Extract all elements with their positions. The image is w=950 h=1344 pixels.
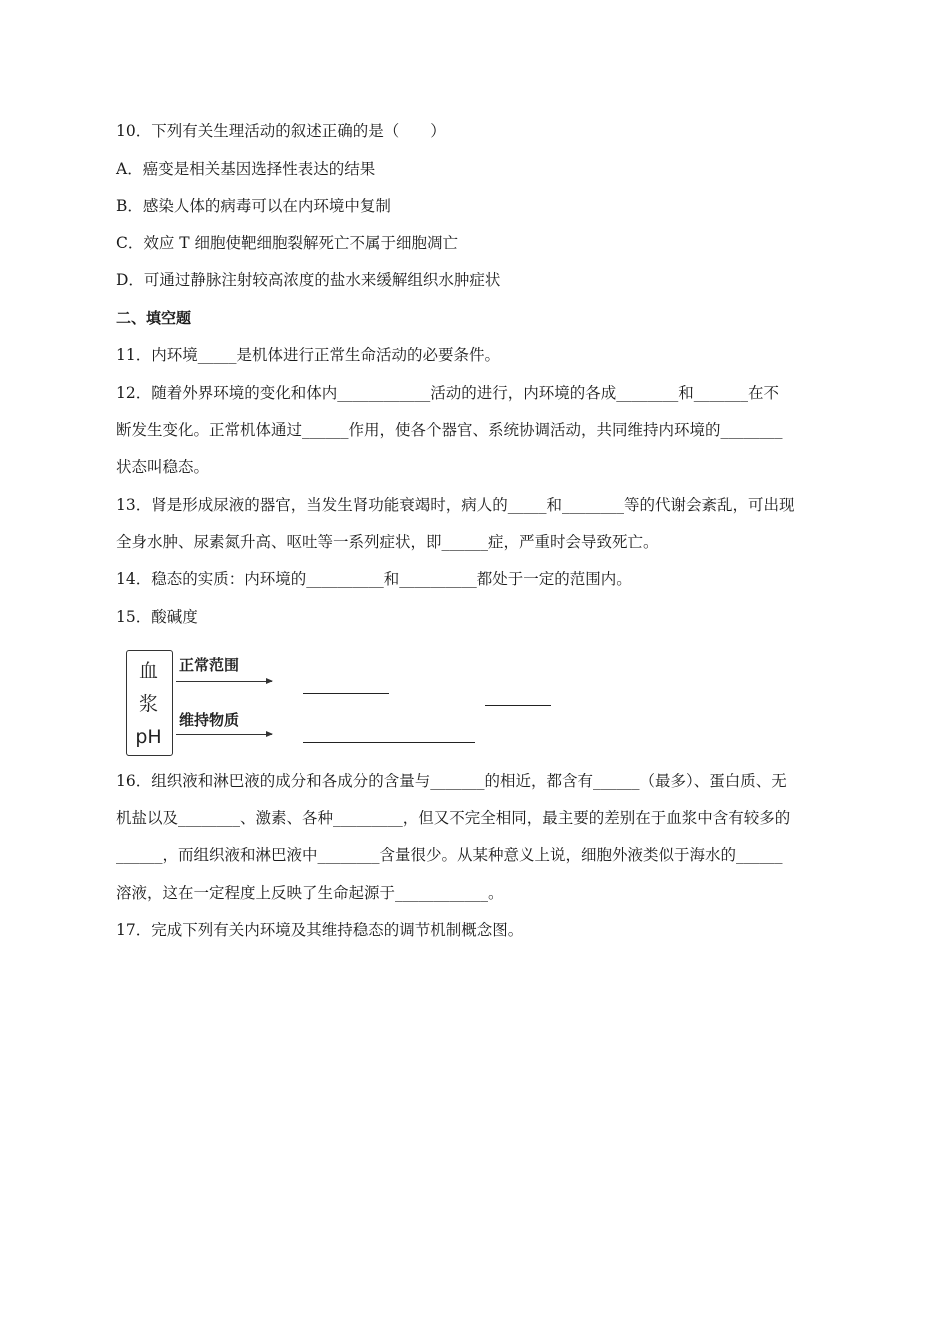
question-12-line-2: 断发生变化。正常机体通过______作用，使各个器官、系统协调活动，共同维持内环境的________ [116, 421, 783, 439]
buffer-substance-arrow-icon [176, 734, 272, 735]
question-14: 14．稳态的实质：内环境的__________和__________都处于一定的范围内。 [116, 570, 632, 588]
blood-ph-figure [126, 648, 486, 758]
question-10-option-a: A．癌变是相关基因选择性表达的结果 [116, 160, 376, 178]
normal-range-label: 正常范围 [179, 656, 240, 674]
box-char-1: 血 [138, 660, 158, 682]
question-12-line-1: 12．随着外界环境的变化和体内____________活动的进行，内环境的各成________和_______在不 [116, 384, 779, 402]
question-16-line-3: ______，而组织液和淋巴液中________含量很少。从某种意义上说，细胞外液类似于海水的______ [116, 846, 783, 864]
box-char-2: 浆 [138, 693, 158, 715]
question-10-option-b: B．感染人体的病毒可以在内环境中复制 [116, 197, 391, 215]
question-13-line-2: 全身水肿、尿素氮升高、呕吐等一系列症状，即______症，严重时会导致死亡。 [116, 533, 659, 551]
buffer-substance-label: 维持物质 [179, 711, 240, 729]
buffer-substance-blank [303, 742, 475, 743]
question-13-line-1: 13．肾是形成尿液的器官，当发生肾功能衰竭时，病人的_____和________等的代谢会紊乱，可出现 [116, 496, 795, 514]
normal-range-arrow-icon [176, 681, 272, 682]
question-10-stem: 10．下列有关生理活动的叙述正确的是（ ） [116, 122, 446, 140]
box-char-3: pH [135, 726, 162, 748]
question-16-line-2: 机盐以及________、激素、各种_________，但又不完全相同，最主要的差别在于血浆中含有较多的 [116, 809, 791, 827]
question-10-option-d: D．可通过静脉注射较高浓度的盐水来缓解组织水肿症状 [116, 271, 501, 289]
section-title: 二、填空题 [116, 309, 192, 327]
extra-blank [485, 705, 551, 706]
question-15: 15．酸碱度 [116, 608, 198, 626]
question-17: 17．完成下列有关内环境及其维持稳态的调节机制概念图。 [116, 921, 524, 939]
normal-range-blank [303, 693, 389, 694]
question-10-option-c: C．效应 T 细胞使靶细胞裂解死亡不属于细胞凋亡 [116, 234, 459, 252]
question-11: 11．内环境_____是机体进行正常生命活动的必要条件。 [116, 346, 500, 364]
question-16-line-1: 16．组织液和淋巴液的成分和各成分的含量与_______的相近，都含有______（最多）、蛋白质、无 [116, 772, 787, 790]
question-16-line-4: 溶液，这在一定程度上反映了生命起源于____________。 [116, 884, 504, 902]
question-12-line-3: 状态叫稳态。 [116, 458, 210, 476]
